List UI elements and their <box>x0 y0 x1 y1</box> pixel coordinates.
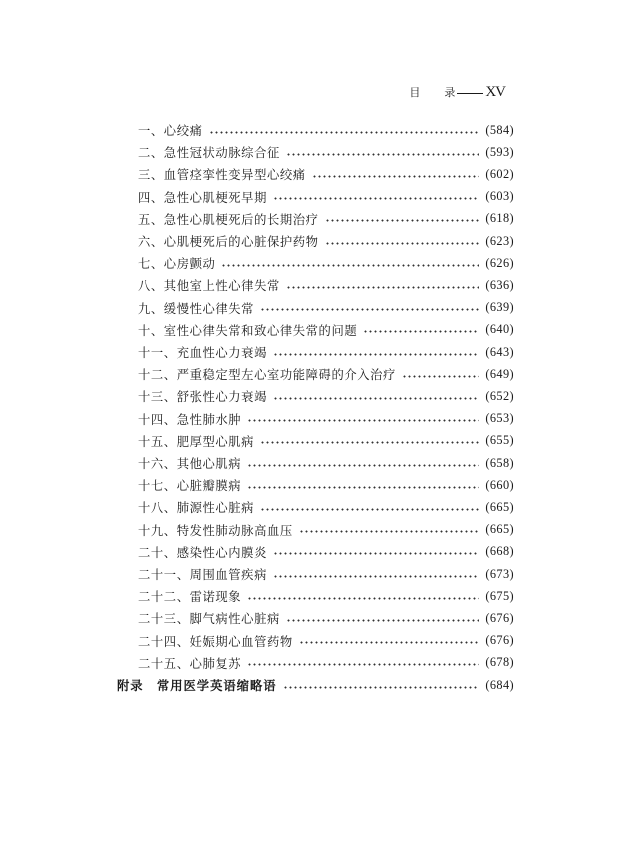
header-char-right: 录 <box>444 86 456 99</box>
toc-entry-title: 附录 常用医学英语缩略语 <box>117 679 277 694</box>
toc-entry-page: (649) <box>485 366 514 381</box>
dot-leader <box>260 308 479 311</box>
toc-entry-page: (684) <box>485 677 514 692</box>
toc-entry <box>138 163 514 185</box>
toc-entry-page: (653) <box>485 411 514 426</box>
toc-entry <box>138 452 514 474</box>
dot-leader <box>247 419 479 422</box>
toc-entry-title: 六、心肌梗死后的心脏保护药物 <box>138 235 319 250</box>
toc-entry-page: (626) <box>485 255 514 270</box>
dot-leader <box>325 242 480 245</box>
running-header <box>409 84 505 100</box>
toc-entry-page: (678) <box>485 655 514 670</box>
toc-entry-page: (675) <box>485 588 514 603</box>
toc-entry-page: (665) <box>485 522 514 537</box>
toc-entry <box>138 186 514 208</box>
dot-leader <box>312 175 480 178</box>
toc-entry-title: 七、心房颤动 <box>138 257 216 272</box>
dot-leader <box>363 330 479 333</box>
toc-entry-page: (643) <box>485 344 514 359</box>
dot-leader <box>247 663 479 666</box>
dot-leader <box>273 197 479 200</box>
toc-entry-title: 十五、肥厚型心肌病 <box>138 434 255 449</box>
toc-entry-title: 二、急性冠状动脉综合征 <box>138 146 280 161</box>
dot-leader <box>299 530 480 533</box>
toc-entry-page: (603) <box>485 189 514 204</box>
dot-leader <box>402 375 479 378</box>
toc-entry <box>138 607 514 629</box>
dot-leader <box>286 286 479 289</box>
toc-entry <box>138 297 514 319</box>
dot-leader <box>221 264 479 267</box>
toc-entry-page: (639) <box>485 300 514 315</box>
toc-entry-title: 二十三、脚气病性心脏病 <box>138 612 280 627</box>
toc-entry <box>138 252 514 274</box>
toc-entry <box>138 541 514 563</box>
dot-leader <box>260 508 479 511</box>
toc-entry <box>138 341 514 363</box>
toc-entry-title: 一、心绞痛 <box>138 124 203 139</box>
toc-entry <box>138 519 514 541</box>
toc-entry-title: 八、其他室上性心律失常 <box>138 279 280 294</box>
toc-entry-title: 十一、充血性心力衰竭 <box>138 346 267 361</box>
toc-entry-title: 十三、舒张性心力衰竭 <box>138 390 267 405</box>
toc-entry-page: (584) <box>485 122 514 137</box>
toc-entry-page: (655) <box>485 433 514 448</box>
dot-leader <box>325 219 480 222</box>
toc-entry <box>138 630 514 652</box>
toc-entry-title: 二十、感染性心内膜炎 <box>138 545 267 560</box>
dot-leader <box>260 441 479 444</box>
toc-entry-page: (593) <box>485 144 514 159</box>
toc-entry <box>138 585 514 607</box>
toc-entry-page: (623) <box>485 233 514 248</box>
dot-leader <box>286 153 479 156</box>
toc-entry-page: (676) <box>485 633 514 648</box>
toc-entry <box>138 141 514 163</box>
toc-entry <box>138 563 514 585</box>
toc-entry <box>138 363 514 385</box>
dot-leader <box>247 597 479 600</box>
toc-entry-title: 十七、心脏瓣膜病 <box>138 479 242 494</box>
toc-entry <box>138 230 514 252</box>
dot-leader <box>247 464 479 467</box>
header-char-left: 目 <box>409 86 421 99</box>
toc-appendix-entry <box>117 674 514 696</box>
toc-entry-title: 五、急性心肌梗死后的长期治疗 <box>138 212 319 227</box>
toc-entry-title: 三、血管痉挛性变异型心绞痛 <box>138 168 306 183</box>
toc-entry-title: 十六、其他心肌病 <box>138 457 242 472</box>
dot-leader <box>273 353 479 356</box>
toc-entry <box>138 208 514 230</box>
toc-entry-title: 十二、严重稳定型左心室功能障碍的介入治疗 <box>138 368 396 383</box>
dot-leader <box>283 686 480 689</box>
toc-entry-page: (602) <box>485 166 514 181</box>
toc-entry-title: 十、室性心律失常和致心律失常的问题 <box>138 323 358 338</box>
header-dash <box>457 93 483 94</box>
toc-entry-page: (665) <box>485 499 514 514</box>
dot-leader <box>299 641 480 644</box>
toc-entry-page: (640) <box>485 322 514 337</box>
toc-entry-page: (636) <box>485 277 514 292</box>
dot-leader <box>273 397 479 400</box>
toc-entry-page: (652) <box>485 388 514 403</box>
dot-leader <box>286 619 479 622</box>
toc-entry-title: 二十二、雷诺现象 <box>138 590 242 605</box>
toc-entry-title: 九、缓慢性心律失常 <box>138 301 255 316</box>
toc-entry-page: (658) <box>485 455 514 470</box>
header-page-number: XV <box>485 83 505 100</box>
toc-entry <box>138 496 514 518</box>
dot-leader <box>247 486 479 489</box>
toc-entry-page: (668) <box>485 544 514 559</box>
toc-entry-title: 十四、急性肺水肿 <box>138 412 242 427</box>
dot-leader <box>209 131 480 134</box>
toc-entry-page: (660) <box>485 477 514 492</box>
toc-entry <box>138 652 514 674</box>
toc-entry-page: (673) <box>485 566 514 581</box>
toc-entry <box>138 430 514 452</box>
toc-entry <box>138 385 514 407</box>
toc-entry <box>138 274 514 296</box>
toc-entry-title: 二十一、周围血管疾病 <box>138 568 267 583</box>
toc-entry <box>138 408 514 430</box>
toc-entry <box>138 319 514 341</box>
toc-entry-title: 二十五、心肺复苏 <box>138 656 242 671</box>
toc-entry <box>138 119 514 141</box>
toc-entry-title: 十九、特发性肺动脉高血压 <box>138 523 293 538</box>
toc-entry-page: (618) <box>485 211 514 226</box>
toc-entry-page: (676) <box>485 610 514 625</box>
dot-leader <box>273 575 479 578</box>
toc-entry-title: 二十四、妊娠期心血管药物 <box>138 634 293 649</box>
toc-entry-title: 十八、肺源性心脏病 <box>138 501 255 516</box>
toc-entry-title: 四、急性心肌梗死早期 <box>138 190 267 205</box>
toc-entry <box>138 474 514 496</box>
dot-leader <box>273 552 479 555</box>
